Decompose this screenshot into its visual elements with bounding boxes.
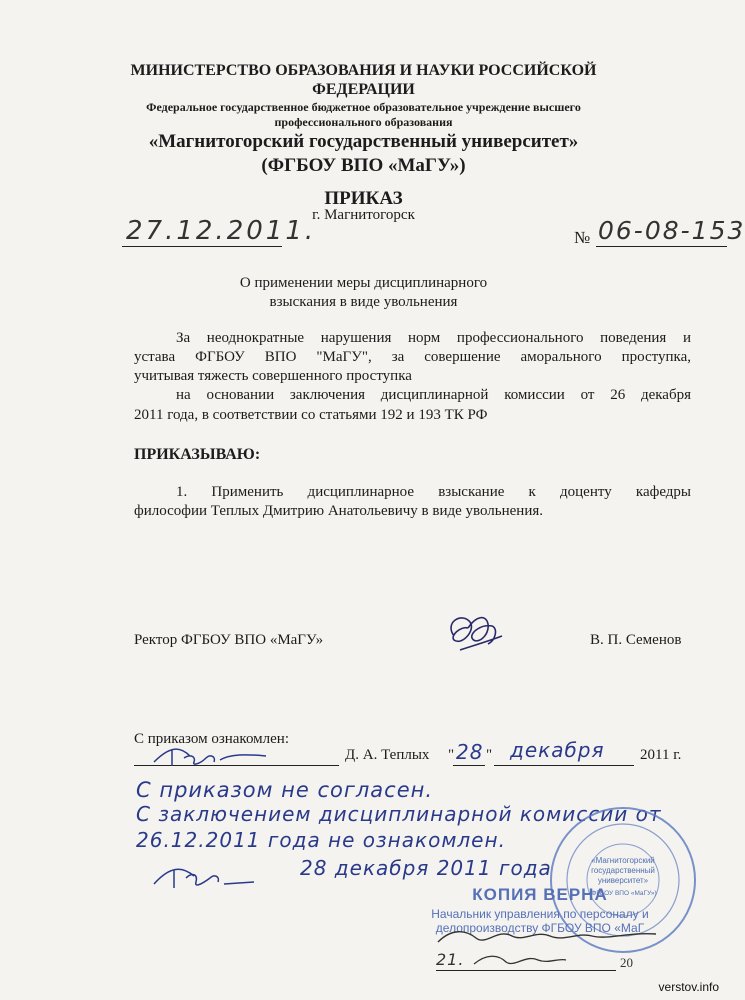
- rector-signature: [440, 606, 510, 660]
- copy-date-line: [436, 970, 616, 971]
- copy-line-2: делопроизводству ФГБОУ ВПО «МаГ: [435, 921, 645, 935]
- decree-heading: ПРИКАЗЫВАЮ:: [134, 446, 261, 463]
- order-number-handwritten: 06-08-153: [598, 216, 745, 245]
- acknowledgement-label: С приказом ознакомлен:: [134, 731, 290, 747]
- ack-day-handwritten: 28: [456, 740, 484, 764]
- date-underline: [122, 246, 282, 247]
- ack-signature: [150, 742, 270, 772]
- order-date-handwritten: 27.12.2011.: [126, 216, 317, 246]
- copy-label: КОПИЯ ВЕРНА: [472, 885, 608, 904]
- decree-item1-line2: философии Теплых Дмитрию Анатольевичу в виде увольнения.: [134, 503, 544, 519]
- order-city: г. Магнитогорск: [312, 207, 415, 223]
- order-number-label: №: [574, 228, 591, 247]
- signatory-name: В. П. Семенов: [590, 632, 682, 648]
- svg-text:«Магнитогорский: «Магнитогорский: [591, 856, 655, 865]
- decree-item1-line1: 1. Применить дисциплинарное взыскание к доценту кафедры: [176, 484, 691, 500]
- order-title: ПРИКАЗ: [324, 188, 403, 209]
- body-para2-line2: 2011 года, в соответствии со статьями 192 и 193 ТК РФ: [134, 407, 488, 423]
- body-para2-line1: на основании заключения дисциплинарной комиссии от 26 декабря: [176, 387, 691, 403]
- copy-line-1: Начальник управления по персоналу и: [431, 907, 649, 921]
- ack-day-line: [453, 765, 485, 766]
- university-name: «Магнитогорский государственный университет»: [148, 131, 579, 152]
- institution-line-1: Федеральное государственное бюджетное образовательное учреждение высшего: [146, 100, 581, 114]
- subject-line-1: О применении меры дисциплинарного: [239, 275, 488, 291]
- subject-line-2: взыскания в виде увольнения: [269, 294, 458, 310]
- body-para1-line2: устава ФГБОУ ВПО "МаГУ", за совершение аморального проступка,: [134, 349, 691, 365]
- copy-date-scribble: [470, 948, 570, 972]
- ack-month-handwritten: декабря: [510, 738, 605, 762]
- university-abbr: (ФГБОУ ВПО «МаГУ»): [261, 155, 466, 176]
- ack-month-line: [494, 765, 634, 766]
- svg-text:университет»: университет»: [597, 876, 649, 885]
- institution-line-2: профессионального образования: [274, 115, 453, 129]
- copy-date-handwritten: 21.: [436, 950, 465, 969]
- note-line-2: С заключением дисциплинарной комиссии от: [136, 802, 662, 826]
- note-line-1: С приказом не согласен.: [136, 778, 434, 802]
- ack-name: Д. А. Теплых: [345, 747, 430, 763]
- body-para1-line1: За неоднократные нарушения норм профессионального поведения и: [176, 330, 691, 346]
- copy-year-fragment: 20: [620, 955, 633, 970]
- ministry-line-1: МИНИСТЕРСТВО ОБРАЗОВАНИЯ И НАУКИ РОССИЙСКОЙ: [130, 62, 597, 79]
- svg-text:(ФГБОУ ВПО «МаГУ»): (ФГБОУ ВПО «МаГУ»): [589, 890, 657, 897]
- signatory-position: Ректор ФГБОУ ВПО «МаГУ»: [134, 632, 324, 648]
- ack-year: 2011 г.: [640, 747, 682, 763]
- body-para1-line3: учитывая тяжесть совершенного проступка: [134, 368, 412, 384]
- svg-text:государственный: государственный: [591, 866, 655, 875]
- note-signature: [150, 860, 260, 896]
- ack-quote-close: ": [486, 747, 493, 763]
- note-line-3: 26.12.2011 года не ознакомлен.: [136, 828, 506, 852]
- ack-quote-open: ": [448, 747, 455, 763]
- number-underline: [596, 246, 727, 247]
- site-watermark: verstov.info: [658, 980, 719, 994]
- ministry-line-2: ФЕДЕРАЦИИ: [312, 81, 415, 98]
- note-line-4: 28 декабря 2011 года: [300, 856, 552, 880]
